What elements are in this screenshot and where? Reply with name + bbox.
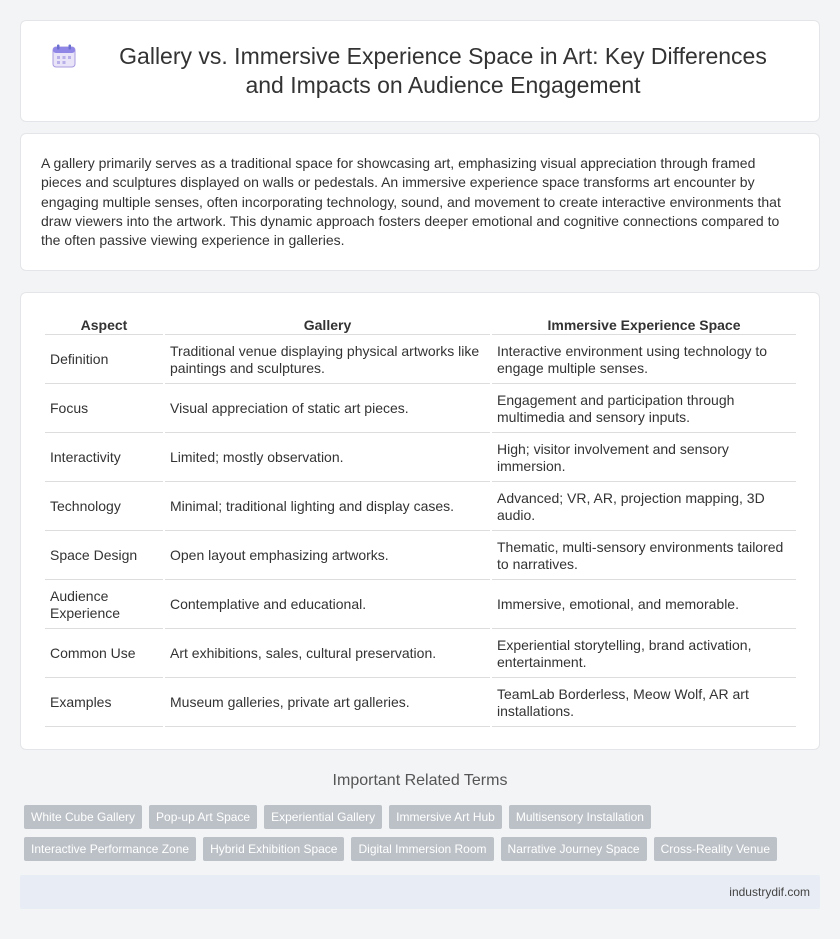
- table-row: [45, 337, 796, 384]
- row-aspect: Interactivity: [45, 435, 163, 482]
- row-immersive: Interactive environment using technology to engage multiple senses.: [492, 337, 796, 384]
- row-gallery: Art exhibitions, sales, cultural preservation.: [165, 631, 490, 678]
- footer-site-link[interactable]: industrydif.com: [729, 885, 810, 899]
- row-aspect: Space Design: [45, 533, 163, 580]
- row-immersive: Thematic, multi-sensory environments tailored to narratives.: [492, 533, 796, 580]
- related-term-tag[interactable]: Cross-Reality Venue: [654, 837, 777, 861]
- row-gallery: Museum galleries, private art galleries.: [165, 680, 490, 727]
- page-title: Gallery vs. Immersive Experience Space in Art: Key Differences and Impacts on Audience Engagement: [119, 43, 767, 98]
- row-gallery: Visual appreciation of static art pieces.: [165, 386, 490, 433]
- related-terms-title: Important Related Terms: [332, 772, 508, 789]
- row-immersive: High; visitor involvement and sensory immersion.: [492, 435, 796, 482]
- footer: [20, 875, 820, 909]
- row-gallery: Minimal; traditional lighting and display cases.: [165, 484, 490, 531]
- title-card: [20, 20, 820, 122]
- row-gallery: Traditional venue displaying physical artworks like paintings and sculptures.: [165, 337, 490, 384]
- header-aspect: Aspect: [45, 311, 163, 335]
- related-terms-row-2: [24, 837, 824, 861]
- row-aspect: Examples: [45, 680, 163, 727]
- related-term-tag[interactable]: Hybrid Exhibition Space: [203, 837, 344, 861]
- table-row: [45, 680, 796, 727]
- related-term-tag[interactable]: White Cube Gallery: [24, 805, 142, 829]
- table-row: [45, 631, 796, 678]
- table-row: [45, 582, 796, 629]
- row-immersive: TeamLab Borderless, Meow Wolf, AR art installations.: [492, 680, 796, 727]
- row-immersive: Experiential storytelling, brand activation, entertainment.: [492, 631, 796, 678]
- row-immersive: Immersive, emotional, and memorable.: [492, 582, 796, 629]
- comparison-table: [43, 309, 798, 729]
- related-terms-row-1: [24, 805, 824, 829]
- related-term-tag[interactable]: Experiential Gallery: [264, 805, 382, 829]
- header-gallery: Gallery: [165, 311, 490, 335]
- row-aspect: Common Use: [45, 631, 163, 678]
- table-header-row: [45, 311, 796, 335]
- row-gallery: Open layout emphasizing artworks.: [165, 533, 490, 580]
- table-row: [45, 533, 796, 580]
- intro-paragraph: A gallery primarily serves as a traditional space for showcasing art, emphasizing visual appreciation through framed pieces and sculptures displayed on walls or pedestals. An immersive experience space transforms art encounter by engaging multiple senses, often incorporating technology, sound, and movement to create interactive environments that draw viewers into the artwork. This dynamic approach fosters deeper emotional and cognitive connections compared to the often passive viewing experience in galleries.: [41, 155, 781, 249]
- row-aspect: Audience Experience: [45, 582, 163, 629]
- table-row: [45, 435, 796, 482]
- calendar-icon: [51, 43, 77, 69]
- related-term-tag[interactable]: Pop-up Art Space: [149, 805, 257, 829]
- row-gallery: Limited; mostly observation.: [165, 435, 490, 482]
- related-term-tag[interactable]: Interactive Performance Zone: [24, 837, 196, 861]
- row-aspect: Technology: [45, 484, 163, 531]
- related-term-tag[interactable]: Digital Immersion Room: [351, 837, 493, 861]
- table-row: [45, 386, 796, 433]
- row-immersive: Engagement and participation through multimedia and sensory inputs.: [492, 386, 796, 433]
- row-gallery: Contemplative and educational.: [165, 582, 490, 629]
- related-term-tag[interactable]: Multisensory Installation: [509, 805, 651, 829]
- row-immersive: Advanced; VR, AR, projection mapping, 3D audio.: [492, 484, 796, 531]
- comparison-card: [20, 292, 820, 750]
- related-term-tag[interactable]: Immersive Art Hub: [389, 805, 502, 829]
- table-row: [45, 484, 796, 531]
- row-aspect: Definition: [45, 337, 163, 384]
- row-aspect: Focus: [45, 386, 163, 433]
- intro-card: [20, 133, 820, 271]
- header-immersive: Immersive Experience Space: [492, 311, 796, 335]
- related-term-tag[interactable]: Narrative Journey Space: [501, 837, 647, 861]
